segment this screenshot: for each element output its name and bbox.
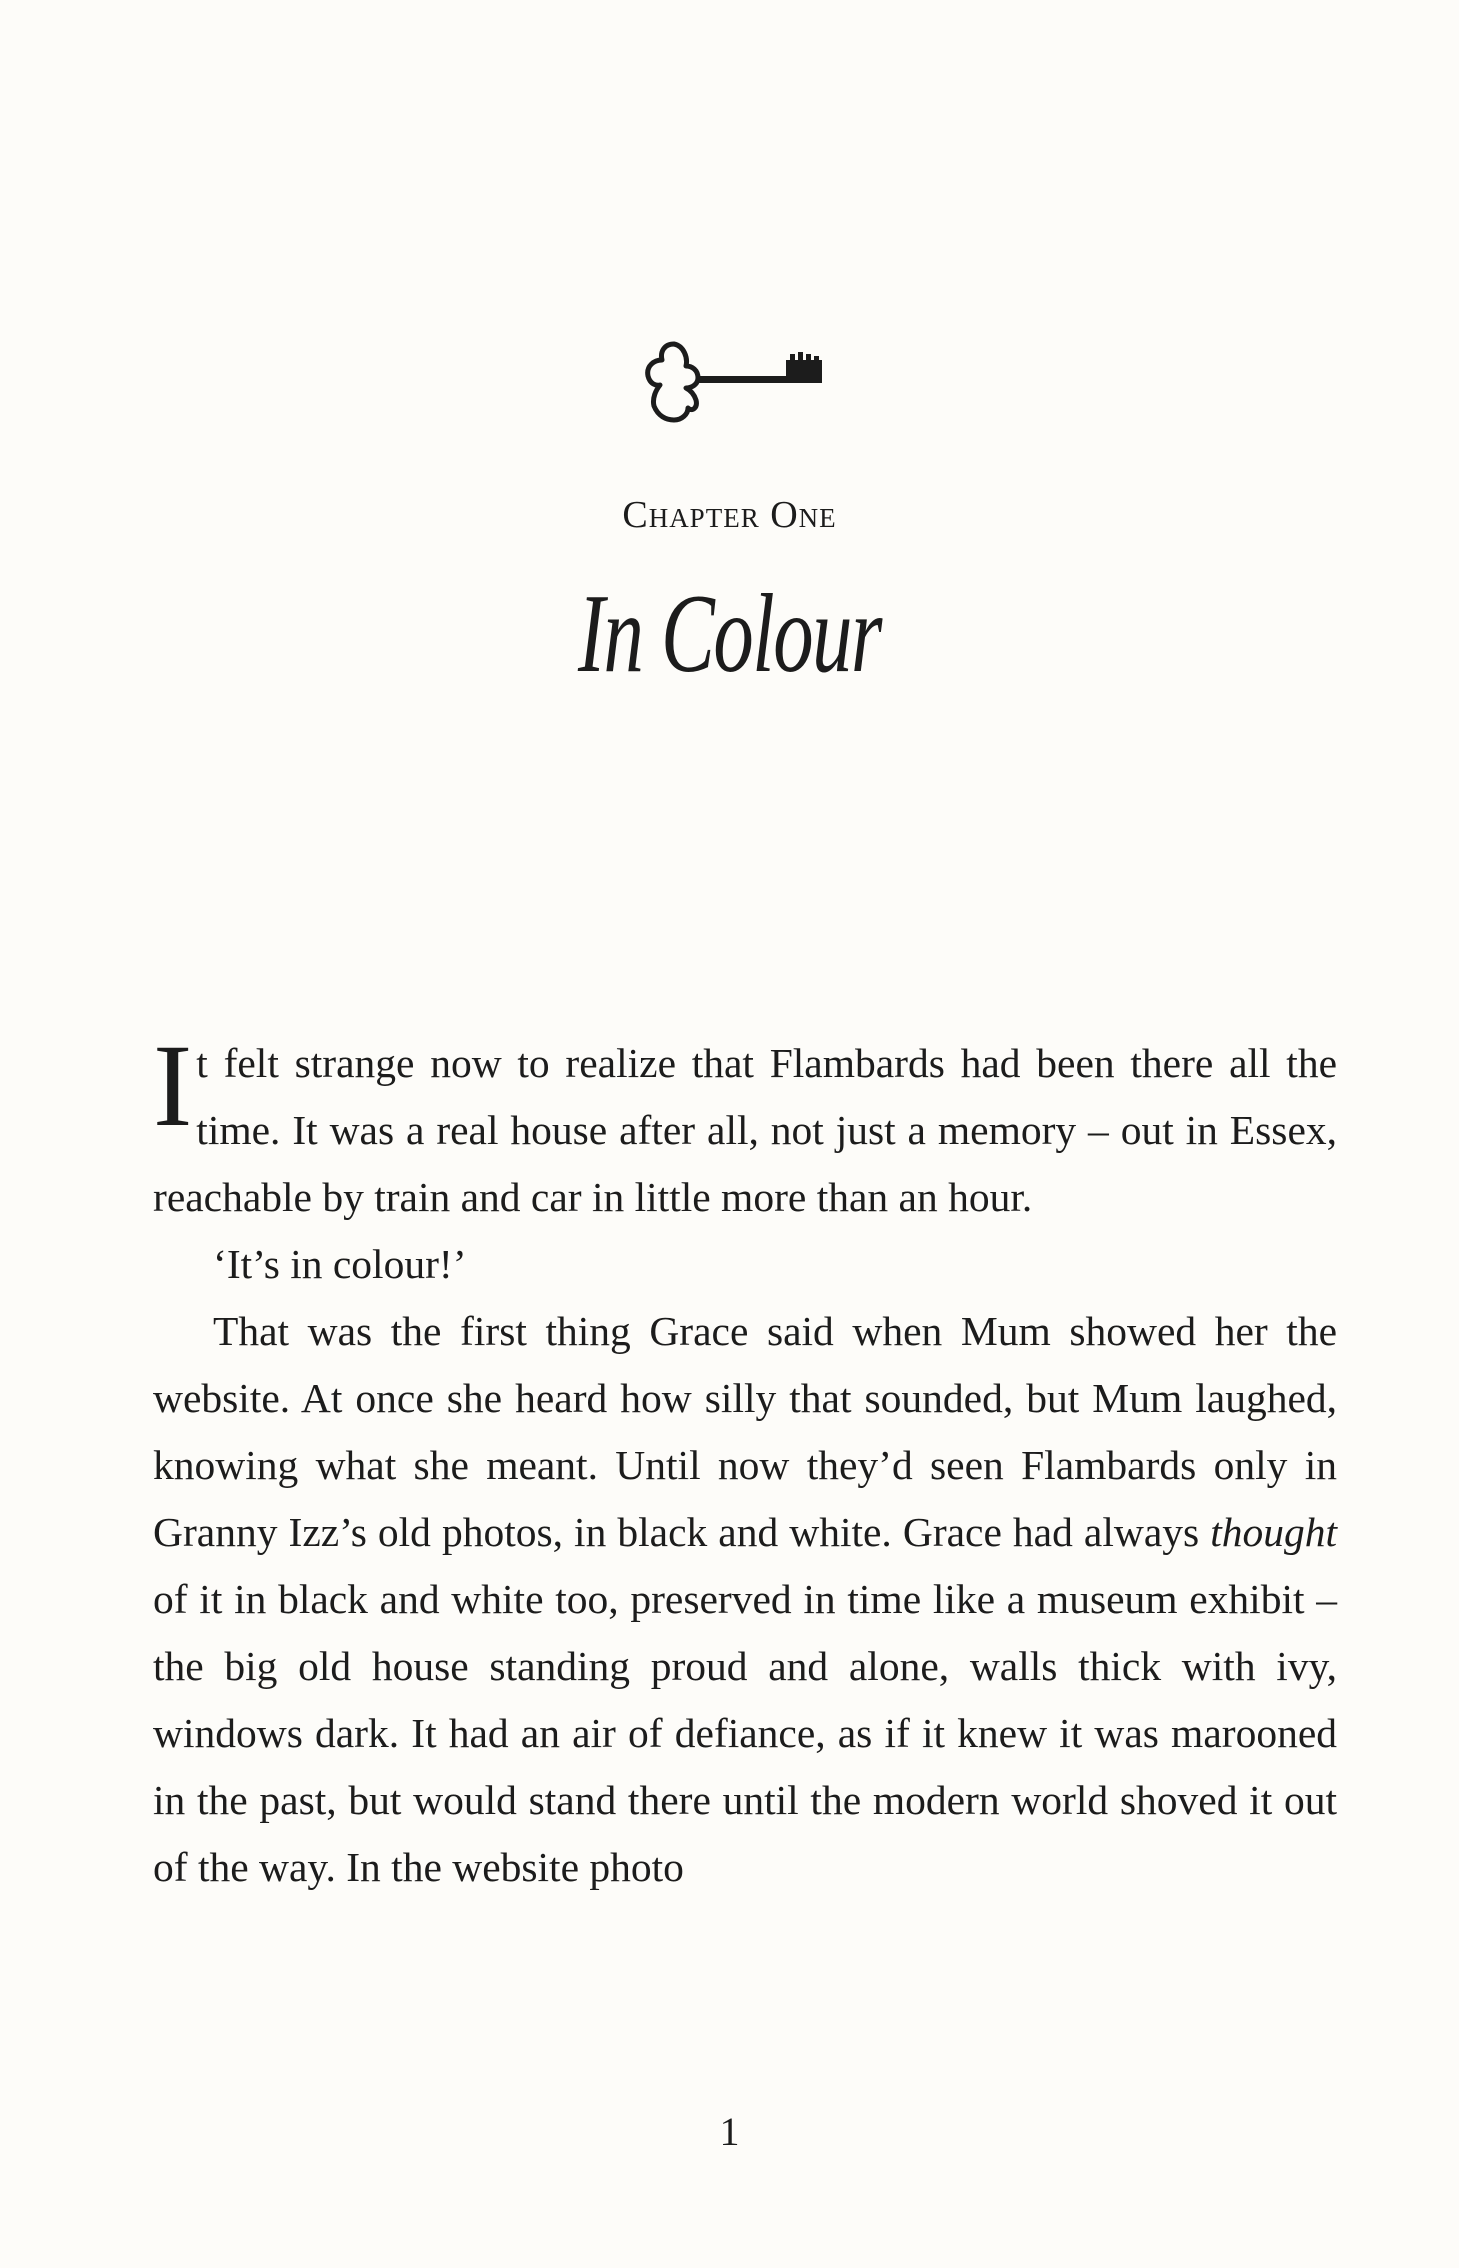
chapter-label: Chapter One	[622, 494, 837, 536]
paragraph-text: of it in black and white too, preserved in time like a museum exhibit – the big old house standing proud and alone, walls thick with ivy, windows dark. It had an air of defiance, as if it knew it was marooned in the past, but would stand there until the modern world shoved it out of the way. In the website photo	[153, 1576, 1337, 1890]
key-icon	[636, 338, 846, 430]
page-number: 1	[719, 2109, 740, 2154]
paragraph-text: That was the first thing Grace said when Mum showed her the website. At once she heard how silly that sounded, but Mum laughed, knowing what she meant. Until now they’d seen Flambards only in Granny Izz’s old photos, in black and white. Grace had always	[153, 1308, 1337, 1555]
paragraph	[153, 1231, 1337, 1298]
drop-cap: I	[153, 1020, 193, 1151]
paragraph	[153, 1298, 1337, 1901]
emphasis-text: thought	[1210, 1509, 1337, 1555]
chapter-title: In Colour	[578, 572, 881, 696]
body-text	[153, 1020, 1337, 1901]
paragraph-text: ‘It’s in colour!’	[213, 1241, 467, 1287]
paragraph	[153, 1020, 1337, 1231]
paragraph-text: t felt strange now to realize that Flambards had been there all the time. It was a real house after all, not just a memory – out in Essex, reachable by train and car in little more than an hour.	[153, 1040, 1337, 1220]
